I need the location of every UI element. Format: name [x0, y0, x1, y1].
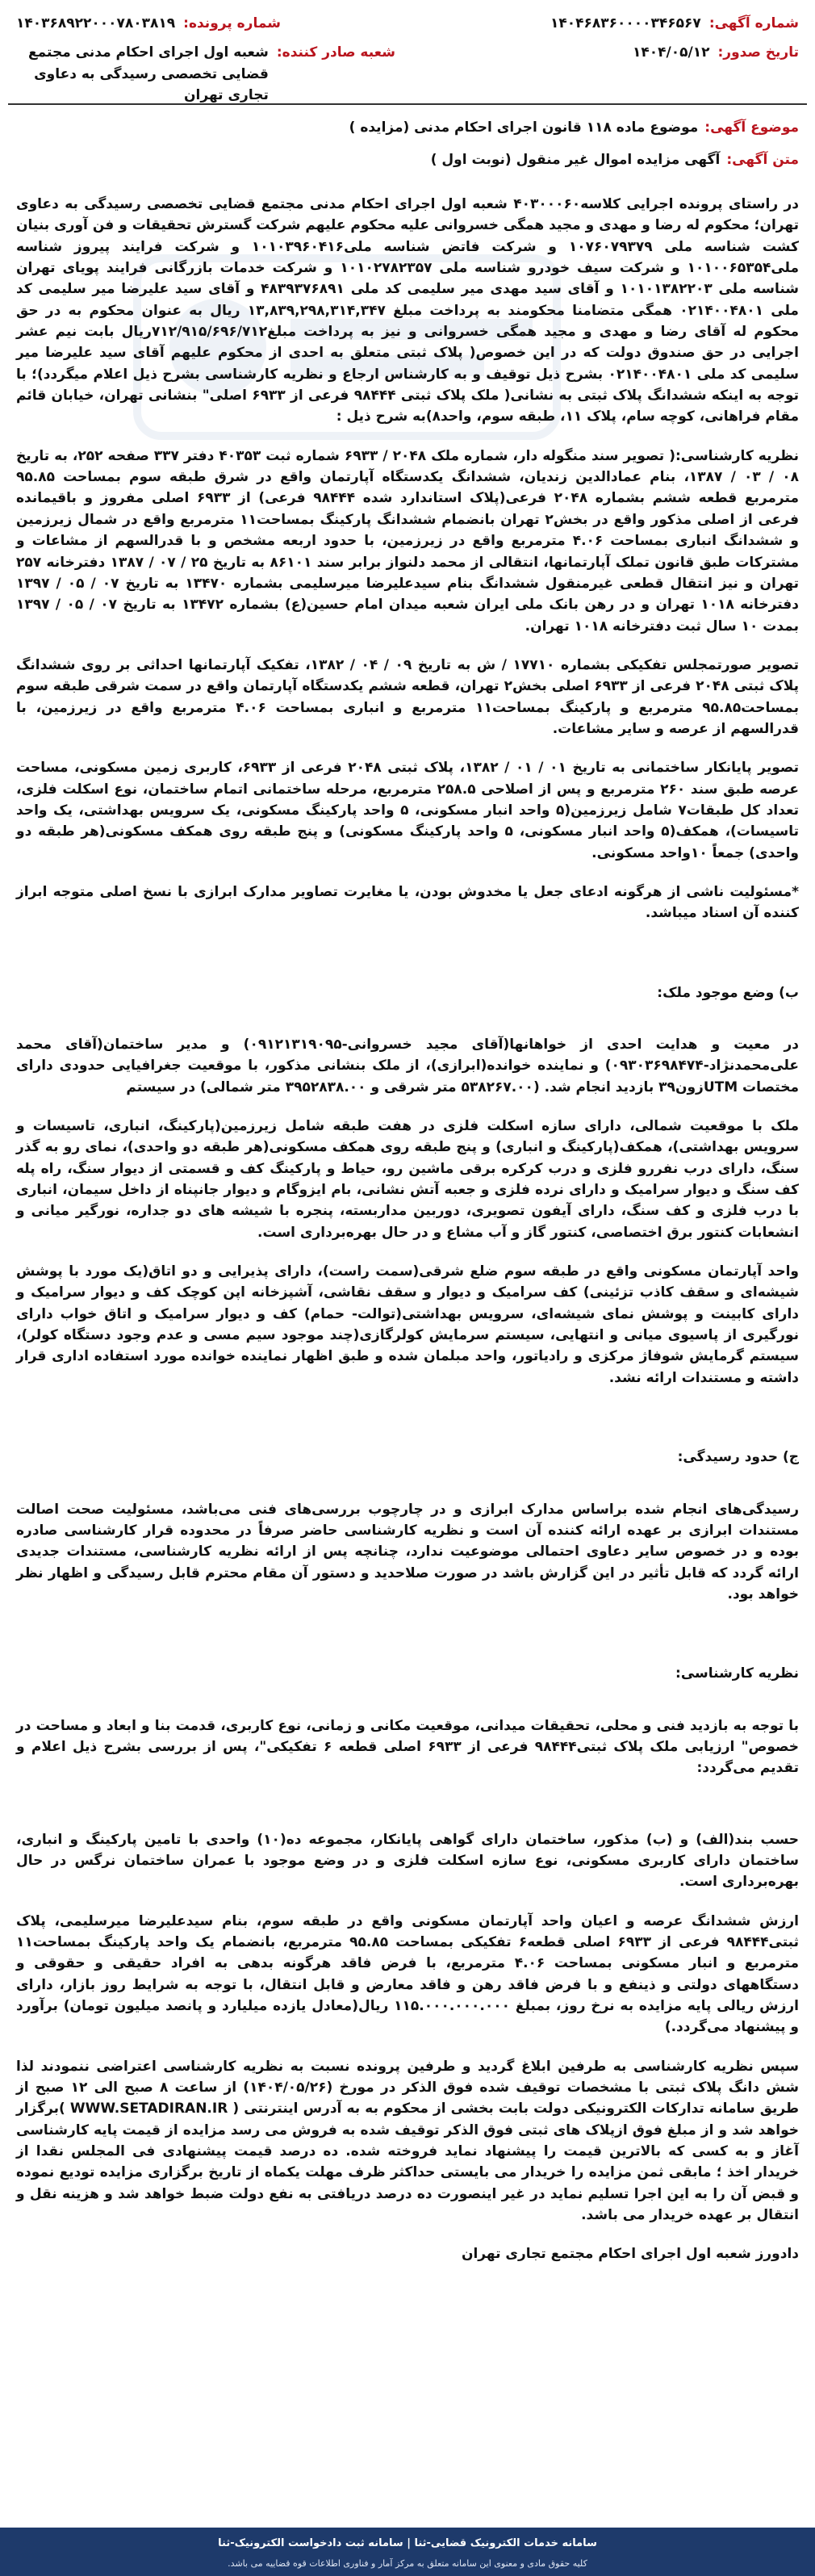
subject-line: [16, 117, 799, 138]
subject-text: موضوع ماده ۱۱۸ قانون اجرای احکام مدنی (مزایده ): [349, 119, 699, 136]
ad-body: [16, 194, 799, 2283]
valuation-paragraph: ارزش ششدانگ عرصه و اعیان واحد آپارتمان مسکونی واقع در طبقه سوم، بنام سیدعلیرضا میرسلیمی، پلاک ثبتی۹۸۴۴۴ فرعی از ۶۹۳۳ اصلی قطعه۶ تفکیکی بمساحت ۹۵.۸۵ مترمربع، بانضمام یک واحد پارکینگ بمساحت۱۱ مترمربع و انبار مسکونی بمساحت ۴.۰۶ مترمربع، با فرض فاقد هرگونه بدهی به افراد حقیقی و حقوقی و دستگاههای دولتی و ذینفع و با فرض فاقد رهن و فاقد معارض و قابل انتقال، با توجه به شرایط روز بازار، دارای ارزش ریالی پایه مزایده به نرخ روز، بمبلغ ۱۱۵.۰۰۰.۰۰۰.۰۰۰ ریال(معادل یازده میلیارد و پانصد میلیون تومان) برآورد و پیشنهاد می‌گردد.): [16, 1912, 800, 2036]
header-divider: [8, 103, 807, 105]
completion-certificate: تصویر پایانکار ساختمانی به تاریخ ۰۱ / ۰۱ / ۱۳۸۲، پلاک ثبتی ۲۰۴۸ فرعی از ۶۹۳۳، کاربری زمین مسکونی، مساحت عرصه طبق سند ۲۶۰ مترمربع و پس از اصلاحی ۲۵۸.۵ مترمربع، مرحله ساختمانی اتمام ساختمان، نوع اسکلت فلزی، تعداد کل طبقات۷ شامل زیرزمین(۵ واحد انبار مسکونی، ۵ واحد پارکینگ مسکونی، یک سرویس بهداشتی، یک واحد تاسیسات)، همکف(۵ واحد انبار مسکونی، ۵ واحد پارکینگ مسکونی) و پنج طبقه روی همکف مسکونی(هر طبقه دو واحدی) جمعاً ۱۰واحد مسکونی.: [16, 760, 800, 861]
case-number-field: [16, 13, 281, 34]
case-number: ۱۴۰۳۶۸۹۲۲۰۰۰۷۸۰۳۸۱۹: [16, 15, 176, 31]
issue-date: ۱۴۰۴/۰۵/۱۲: [633, 44, 710, 61]
partition-minutes: تصویر صورتمجلس تفکیکی بشماره ۱۷۷۱۰ / ش به تاریخ ۰۹ / ۰۴ / ۱۳۸۲، تفکیک آپارتمانها احداثی بر روی ششدانگ پلاک ثبتی ۲۰۴۸ فرعی از ۶۹۳۳ اصلی بخش۲ تهران، قطعه ششم یکدستگاه آپارتمان واقع در سمت شرقی طبقه سوم بمساحت۹۵.۸۵ مترمربع و پارکینگ بمساحت۱۱ مترمربع و انباری بمساحت ۴.۰۶ مترمربع واقع در زیرزمین، با قدرالسهم از عرصه و سایر مشاعات.: [16, 656, 799, 737]
expert-opinion-deed: نظریه کارشناسی:( تصویر سند منگوله دار، شماره ملک ۲۰۴۸ / ۶۹۳۳ شماره ثبت ۴۰۳۵۳ دفتر ۳۳۷ صفحه ۲۵۲، به تاریخ ۰۸ / ۰۳ / ۱۳۸۷، بنام عمادالدین زندیان، ششدانگ یکدستگاه آپارتمان واقع در شرق طبقه سوم بمساحت ۹۵.۸۵ مترمربع قطعه ششم بشماره ۲۰۴۸ فرعی(پلاک استاندارد شده ۹۸۴۴۴ فرعی) از ۶۹۳۳ اصلی مفروز و باقیمانده فرعی از اصلی مذکور واقع در بخش۲ تهران بانضمام ششدانگ پارکینگ بمساحت۱۱ مترمربع واقع در شمال زیرزمین و ششدانگ انباری بمساحت ۴.۰۶ مترمربع واقع در زیرزمین، با حدود اربعه مشخص و با قدرالسهم از مشاعات و مشترکات طبق قانون تملک آپارتمانها، انتقالی از محمد دلنواز برابر سند ۸۶۱۰۱ به تاریخ ۲۵ / ۰۷ / ۱۳۸۷ دفترخانه ۲۵۷ تهران و نیز انتقال قطعی غیرمنقول ششدانگ بنام سیدعلیرضا میرسلیمی بشماره ۱۳۴۷۰ به تاریخ ۰۷ / ۰۵ / ۱۳۹۷ دفترخانه ۱۰۱۸ تهران و در رهن بانک ملی ایران شعبه میدان امام حسین(ع) بشماره ۱۳۴۷۲ به تاریخ ۰۷ / ۰۵ / ۱۳۹۷ بمدت ۱۰ سال ثبت دفترخانه ۱۰۱۸ تهران.: [16, 447, 800, 635]
auction-terms: سپس نظریه کارشناسی به طرفین ابلاغ گردید و طرفین پرونده نسبت به نظریه کارشناسی اعتراضی ننمودند لذا شش دانگ پلاک ثبتی با مشخصات توقیف شده فوق الذکر در مورخ (۱۴۰۴/۰۵/۲۶) از ساعت ۸ صبح الی ۱۲ صبح از طریق سامانه تدارکات الکترونیکی دولت بابت بخشی از محکوم به به آدرس اینترنتی ( WWW.SETADIRAN.IR )برگزار خواهد شد و از مبلغ فوق ازپلاک های ثبتی فوق الذکر توقیف شده به فروش می رسد مزایده از قیمت پایه کارشناسی آغاز و به کسی که بالاترین قیمت را پیشنهاد نماید فروخته شده. ده درصد قیمت پیشنهادی فی المجلس نقدا از خریدار اخذ ؛ مابقی ثمن مزایده را خریدار می بایستی حداکثر ظرف مهلت یکماه از تاریخ برگزاری مزایده تودیع نموده و قبض آن را به این اجرا تسلیم نماید در غیر اینصورت ده درصد دریافتی به نفع دولت ضبط خواهد شد و هزینه نقل و انتقال بر عهده خریدار می باشد.: [16, 2058, 799, 2224]
liability-note: *مسئولیت ناشی از هرگونه ادعای جعل یا مخدوش بودن، یا مغایرت تصاویر مدارک ابرازی با نسخ اصلی متوجه ابراز کننده آن اسناد میباشد.: [16, 883, 799, 922]
ad-number-label: شماره آگهی:: [708, 15, 799, 31]
branch-label: شعبه صادر کننده:: [276, 44, 395, 61]
ad-number: ۱۴۰۴۶۸۳۶۰۰۰۰۳۴۶۵۶۷: [550, 15, 701, 31]
footer-copyright: کلیه حقوق مادی و معنوی این سامانه متعلق به مرکز آمار و فناوری اطلاعات قوه قضاییه می باشد.: [228, 2558, 587, 2570]
footer-links[interactable]: سامانه خدمات الکترونیک قضایی-ثنا | سامانه ثبت دادخواست الکترونیک-ثنا: [218, 2537, 597, 2549]
branch-field: [16, 42, 395, 106]
intro-paragraph: در راستای پرونده اجرایی کلاسه۴۰۳۰۰۰۶۰ شعبه اول اجرای احکام مدنی مجتمع قضایی تخصصی رسیدگی به دعاوی تهران؛ محکوم له رضا و مهدی و مجید همگی خسروانی علیه محکوم علیهم شرکت گسترش تحقیقات و فن آوری بنیان کشت شناسه ملی ۱۰۷۶۰۷۹۳۷۹ و شرکت فاتض شناسه ملی۱۰۱۰۳۹۶۰۴۱۶ و شرکت فرایند پیروز شناسه ملی۱۰۱۰۰۶۵۳۵۴ و شرکت سیف خودرو شناسه ملی ۱۰۱۰۲۷۸۲۳۵۷ و شرکت خدمات بازرگانی فرایند پویای تهران شناسه ملی ۱۰۱۰۱۳۸۲۲۰۳ و آقای سید مهدی میر سلیمی کد ملی ۴۸۳۹۳۷۶۸۹۱ و آقای سید علیرضا میر سلیمی کد ملی ۰۲۱۴۰۰۴۸۰۱ همگی متضامنا محکومند به پرداخت مبلغ ۱۳,۸۳۹,۲۹۸,۳۱۴,۳۴۷ ریال به عنوان محکوم به در حق محکوم له آقای رضا و مهدی و مجید همگی خسروانی و نیز به پرداخت مبلغ۷۱۲/۹۱۵/۶۹۶/۷۱۲ریال بابت نیم عشر اجرایی در حق صندوق دولت که در این خصوص( پلاک ثبتی متعلق به احدی از محکوم علیهم آقای سید علیرضا میر سلیمی کد ملی ۰۲۱۴۰۰۴۸۰۱ بشرح ذیل توقیف و به کارشناس ارجاع و نظریه کارشناسی بشرح ذیل اعلام میگردد)؛ با توجه به اینکه ششدانگ پلاک ثبتی به نشانی( ملک پلاک ثبتی ۹۸۴۴۴ فرعی از ۶۹۳۳ اصلی" بنشانی تهران، خیابان قائم مقام فراهانی، کوچه سام، پلاک ۱۱، طبقه سوم، واحد۸)به شرح ذیل :: [16, 196, 800, 425]
site-footer: [0, 2528, 815, 2576]
visit-paragraph: در معیت و هدایت احدی از خواهانها(آقای مجید خسروانی-۰۹۱۲۱۳۱۹۰۹۵) و مدیر ساختمان(آقای محمد علی‌محمدنژاد-۰۹۳۰۳۶۹۸۴۷۴) و نماینده خوانده(ابرازی)، از ملک بنشانی مذکور، با موقعیت جغرافیایی حدودی دارای مختصات UTMزون۳۹ بازدید انجام شد. (۵۳۸۲۶۷.۰۰ متر شرقی و ۳۹۵۲۸۳۸.۰۰ متر شمالی) در سیستم: [16, 1037, 799, 1095]
case-number-label: شماره پرونده:: [183, 15, 281, 31]
issue-date-label: تاریخ صدور:: [717, 44, 799, 61]
ad-topic: [16, 117, 799, 182]
building-status: حسب بند(الف) و (ب) مذکور، ساختمان دارای گواهی پایانکار، مجموعه ده(۱۰) واحدی با تامین پارکینگ و انباری، ساختمان دارای کاربری مسکونی، نوع سازه اسکلت فلزی و در وضع موجود با عمران ساختمان نرگس در حال بهره‌برداری است.: [16, 1831, 800, 1891]
assessment-intro: با توجه به بازدید فنی و محلی، تحقیقات میدانی، موقعیت مکانی و زمانی، نوع کاربری، قدمت بنا و ابعاد و مساحت در خصوص" ارزیابی ملک پلاک ثبتی۹۸۴۴۴ فرعی از ۶۹۳۳ اصلی قطعه ۶ تفکیکی"، پس از بررسی بشرح ذیل اعلام و تقدیم می‌گردد:: [16, 1717, 799, 1777]
ad-number-field: [550, 13, 799, 34]
section-d-heading: نظریه کارشناسی:: [675, 1665, 799, 1682]
section-c-heading: ج) حدود رسیدگی:: [677, 1449, 799, 1466]
section-b-heading: ب) وضع موجود ملک:: [657, 984, 799, 1001]
ad-header: [16, 13, 799, 104]
branch-name: شعبه اول اجرای احکام مدنی مجتمع قضایی تخصصی رسیدگی به دعاوی تجاری تهران: [28, 44, 269, 104]
signature-line: دادورز شعبه اول اجرای احکام مجتمع تجاری تهران: [461, 2246, 799, 2263]
unit-description: واحد آپارتمان مسکونی واقع در طبقه سوم ضلع شرقی(سمت راست)، دارای پذیرایی و دو اتاق(یک مورد با پوشش شیشه‌ای و سقف کاذب تزئینی) کف سرامیک و دیوار و سقف نقاشی، آشپزخانه اپن کوچک کف و دیوار سرامیک و دارای کابینت و پوشش نمای شیشه‌ای، سرویس بهداشتی(توالت- حمام) کف و دیوار سرامیک و اتاق خواب دارای نورگیری از پاسیوی میانی و انتهایی، سیستم سرمایش کولرگازی(چند موجود سیم مسی و عدم وجود دستگاه کولر)، سیستم گرمایش شوفاژ مرکزی و رادیاتور، واحد مبلمان شده و طبق اظهار نماینده خوانده مورد استفاده اداری قرار داشته و مستندات ارائه نشد.: [16, 1263, 799, 1386]
subject-label: موضوع آگهی:: [704, 119, 799, 136]
text-label: متن آگهی:: [726, 152, 799, 169]
text-line: [16, 149, 799, 170]
ad-title: آگهی مزایده اموال غیر منقول (نوبت اول ): [430, 152, 721, 169]
scope-paragraph: رسیدگی‌های انجام شده براساس مدارک ابرازی و در چارچوب بررسی‌های فنی می‌باشد، مسئولیت صحت اصالت مستندات ابرازی بر عهده ارائه کننده آن است و نظریه کارشناسی حاضر صرفاً در محدوده قرار کارشناسی صادره بوده و در خصوص سایر دعاوی احتمالی موضوعیت ندارد، چنانچه پس از ارائه نظریه کارشناسی، مستندات جدیدی ارائه گردد که قابل تأثیر در این گزارش باشد در صورت صلاحدید و دستور آن مقام محترم قابل رسیدگی و اظهار نظر خواهد بود.: [16, 1501, 799, 1602]
issue-date-field: [633, 42, 799, 63]
building-description: ملک با موقعیت شمالی، دارای سازه اسکلت فلزی در هفت طبقه شامل زیرزمین(پارکینگ، انباری، تاسیسات و سرویس بهداشتی)، همکف(پارکینگ و انباری) و پنج طبقه روی همکف مسکونی(هر طبقه دو واحدی)، نمای رو به گذر سنگ، دارای درب نفررو فلزی و درب کرکره برقی ماشین رو، حیاط و پارکینگ کف و قسمتی از دیوار سنگ، راه پله کف سنگ و دیوار سرامیک و دارای نرده فلزی و جعبه آتش نشانی، بام ایزوگام و دیوار جانپناه از داخل سیمان، انباری با درب فلزی و کف سنگ، دارای آیفون تصویری، دوربین مداربسته، پنجره با شیشه های دو جداره، نورگیر میانی و انشعابات کنتور برق اختصاصی، کنتور گاز و آب مشاع و در حال بهره‌برداری است.: [16, 1118, 799, 1241]
